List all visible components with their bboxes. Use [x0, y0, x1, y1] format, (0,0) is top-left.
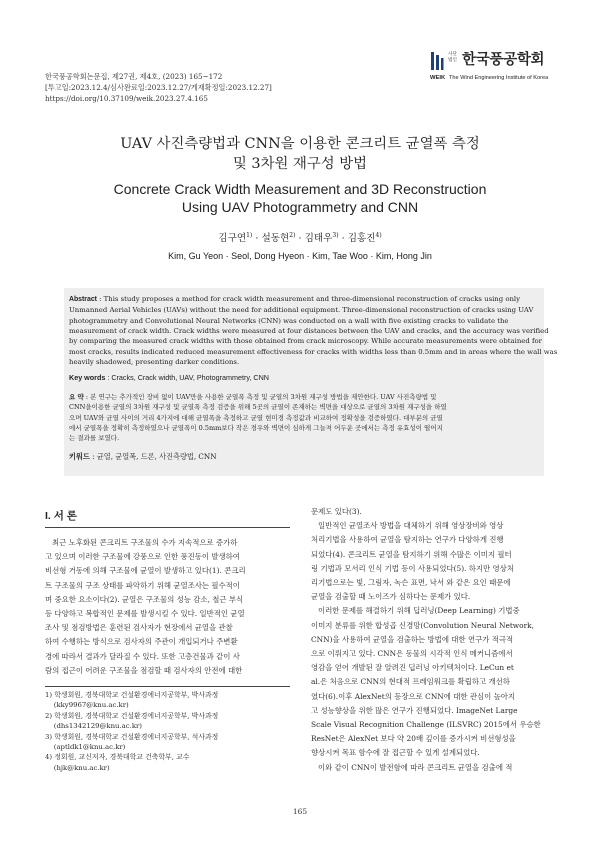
body-line: al.은 처음으로 CNN의 현대적 프레임워크를 확립하고 개선하 — [311, 677, 510, 687]
abstract-box — [64, 288, 558, 476]
body-line: 문제도 있다(3). — [311, 507, 362, 516]
doi-link[interactable]: https://doi.org/10.37109/weik.2023.27.4.165 — [45, 94, 208, 103]
abstract-ko-label: 요 약 — [69, 393, 84, 401]
keywords-ko-label: 키워드 — [69, 452, 90, 461]
keywords-label: Key words — [69, 373, 106, 382]
journal-citation: 한국풍공학회논문집, 제27권, 제4호, (2023) 165~172 — [45, 72, 223, 81]
abstract-line: 으며 UAV와 균열 사이의 거리 4가지에 대해 균열폭을 측정하고 균열 현미경 측정값과 비교하여 정확성을 검증하였다. 대부분의 균열 — [69, 413, 443, 422]
author-separator: · — [295, 233, 305, 244]
body-line: 최근 노후화된 콘크리트 구조물의 수가 지속적으로 증가하 — [52, 538, 238, 547]
title-korean-line-1: UAV 사진측량법과 CNN을 이용한 콘크리트 균열폭 측정 — [120, 136, 480, 152]
body-line: 균열을 검출할 때 노이즈가 심하다는 문제가 있다. — [311, 592, 471, 602]
footnote-rule — [45, 686, 290, 687]
footnote-email[interactable]: (hjk@knu.ac.kr) — [45, 763, 110, 772]
abstract-line: 는 결과를 보였다. — [69, 434, 120, 443]
body-line: 람의 접근이 어려운 구조물을 점검할 때 검사자의 안전에 대한 — [45, 665, 243, 675]
authors-english: Kim, Gu Yeon · Seol, Dong Hyeon · Kim, Tae Woo · Kim, Hong Jin — [168, 251, 432, 261]
abstract-korean — [69, 392, 541, 444]
footnote-email[interactable]: (dhs1342129@knu.ac.kr) — [45, 722, 142, 731]
logo-small-text: 사단 법인 — [448, 52, 457, 63]
body-line: 처리기법을 사용하여 균열을 탐지하는 연구가 다양하게 진행 — [311, 535, 504, 545]
abstract-line: heavily shadowed, presenting darker conditions. — [69, 358, 240, 367]
author-name: 김태우 — [304, 233, 333, 244]
abstract-line: CNN을이용한 균열의 3차원 재구성 및 균열폭 측정 검증을 위해 5곳의 균열이 존재하는 벽면을 대상으로 균열의 3차원 재구성을 하였 — [69, 403, 447, 412]
footnote-line: 1) 학생회원, 경북대학교 건설환경에너지공학부, 박사과정 — [45, 691, 219, 699]
body-line: 며 중요한 요소이다(2). 균열은 구조물의 성능 감소, 철근 부식 — [45, 594, 244, 604]
body-line: Scale Visual Recognition Challenge (ILSVRC) 2015에서 우승한 — [311, 720, 541, 730]
author-name: 김구연 — [218, 233, 247, 244]
section-heading-introduction: I. 서 론 — [45, 510, 77, 522]
footnote-email[interactable]: (aptldk1@knu.ac.kr) — [45, 743, 126, 752]
left-column-body — [45, 536, 246, 678]
abstract-line: most cracks, results indicated reduced measurement effectiveness for cracks with widths less than 0.5mm and in areas where the wall was — [69, 347, 558, 356]
author-affiliation-mark: 1) — [246, 232, 253, 239]
submission-dates: [투고일:2023.12.4/심사완료일:2023.12.27/게재확정일:2023.12.27] — [45, 83, 272, 92]
footnote-line: 3) 학생회원, 경북대학교 건설환경에너지공학부, 석사과정 — [45, 732, 219, 741]
authors-korean — [0, 232, 600, 246]
body-line: 일반적인 균열조사 방법을 대체하기 위해 영상장비와 영상 — [318, 521, 504, 531]
author-affiliation-mark: 4) — [375, 232, 382, 239]
logo-english-name: The Wind Engineering Institute of Korea — [449, 75, 549, 81]
abstract-line: by comparing the measured crack widths with those obtained from crack microscopy. While accurate measurements were obtained for — [69, 337, 542, 346]
body-line: 비선형 거동에 의해 구조물에 균열이 발생하고 있다(1). 콘크리 — [45, 566, 246, 576]
keywords-korean — [69, 451, 217, 462]
body-line: 고 있으며 이러한 구조물에 강풍으로 인한 풍진동이 발생하여 — [45, 552, 240, 562]
body-line: 이러한 문제를 해결하기 위해 딥러닝(Deep Learning) 기법중 — [318, 606, 520, 616]
author-name: 설동현 — [261, 233, 290, 244]
footnote-email[interactable]: (kky9967@knu.ac.kr) — [45, 701, 129, 710]
abstract-line: 에서 균열폭을 정확히 측정하였으나 균열폭이 0.5mm보다 작은 경우와 벽면이 심하게 그늘져 어두운 곳에서는 측정 유효성이 떨어지 — [69, 424, 443, 433]
society-logo — [430, 48, 570, 94]
body-line: 고 성능향상을 위한 많은 연구가 진행되었다. ImageNet Large — [311, 705, 518, 715]
right-column-body — [311, 505, 541, 775]
keywords-english — [69, 372, 269, 383]
logo-abbreviation: WEIK — [430, 75, 446, 81]
footnote-line: 2) 학생회원, 경북대학교 건설환경에너지공학부, 박사과정 — [45, 711, 219, 720]
abstract-line: measurement of crack width. Crack widths were measured at four distances between the UAV and cracks, and the accuracy was verified — [69, 327, 549, 336]
author-affiliation-mark: 3) — [332, 232, 339, 239]
abstract-label: Abstract — [69, 296, 97, 303]
body-line: 이와 같이 CNN이 발전함에 따라 콘크리트 균열을 검출에 적 — [318, 762, 513, 772]
body-line: 경에 따라서 결과가 달라질 수 있다. 또한 고층건물과 같이 사 — [45, 651, 240, 661]
keywords-list: : Cracks, Crack width, UAV, Photogrammetry, CNN — [105, 373, 269, 382]
body-line: 되었다(4). 콘크리트 균열을 탐지하기 위해 수많은 이미지 필터 — [311, 549, 512, 559]
section-rule — [45, 527, 290, 528]
title-korean-line-2: 및 3차원 재구성 방법 — [232, 156, 368, 172]
abstract-english — [69, 294, 558, 367]
body-line: 하여 수행하는 방식으로 검사자의 주관이 개입되거나 주변환 — [45, 637, 238, 647]
author-name: 김홍진 — [347, 233, 376, 244]
body-line: 영감을 얻어 개발된 잘 알려진 딥러닝 아키텍처이다. LeCun et — [311, 663, 514, 673]
keywords-ko-list: : 균열, 균열폭, 드론, 사진측량법, CNN — [89, 452, 217, 461]
body-line: 이미지 분류를 위한 합성곱 신경망(Convolution Neural Network, — [311, 620, 534, 630]
body-line: 으로 이뤄지고 있다. CNN은 동물의 시각적 인식 메커니즘에서 — [311, 649, 513, 659]
body-line: 였다(6).이후 AlexNet의 등장으로 CNN에 대한 관심이 높아지 — [311, 691, 516, 701]
abstract-line: Unmanned Aerial Vehicles (UAVs) without the need for additional equipment. Three-dimensional reconstruction of cracks using UAV — [69, 306, 534, 315]
body-line: 리기법으로는 빛, 그림자, 녹슨 표면, 낙서 와 같은 요인 때문에 — [311, 578, 511, 588]
footnotes — [45, 690, 290, 773]
wind-logo-icon — [430, 50, 444, 72]
body-line: 트 구조물의 구조 상태를 파악하기 위해 균열조사는 필수적이 — [45, 580, 240, 590]
body-line: 링 기법과 모서리 인식 기법 등이 사용되었다(5). 하지만 영상처 — [311, 563, 514, 573]
title-english-line-2: Using UAV Photogrammetry and CNN — [181, 199, 419, 215]
abstract-line: photogrammetry and Convolutional Neural Networks (CNN) was conducted on a wall with five existing cracks to validate the — [69, 316, 509, 325]
abstract-line: 요 약 : 본 연구는 추가적인 장비 없이 UAV만을 사용한 균열폭 측정 및 균열의 3차원 재구성 방법을 제안한다. UAV 사진측량법 및 — [69, 393, 437, 401]
body-line: 향상시켜 목표 함수에 잘 접근할 수 있게 설계되었다. — [311, 748, 480, 758]
title-english-line-1: Concrete Crack Width Measurement and 3D Reconstruction — [113, 181, 487, 197]
abstract-line: Abstract : This study proposes a method for crack width measurement and three-dimensional reconstruction of cracks using only — [69, 295, 521, 303]
body-line: 조사 및 점검방법은 훈련된 검사자가 현장에서 균열을 관찰 — [45, 623, 233, 633]
logo-society-name: 한국풍공학회 — [462, 51, 545, 68]
body-line: CNN)을 사용하여 균열을 검출하는 방법에 대한 연구가 적극적 — [311, 634, 514, 644]
body-line: ResNet은 AlexNet 보다 약 20배 깊이를 증가시켜 비선형성을 — [311, 734, 516, 744]
footnote-line: 4) 정회원, 교신저자, 경북대학교 건축학부, 교수 — [45, 753, 190, 762]
page-number: 165 — [292, 807, 308, 816]
body-line: 등 다양하고 복합적인 문제를 발생시킬 수 있다. 일반적인 균열 — [45, 609, 245, 619]
author-affiliation-mark: 2) — [289, 232, 296, 239]
author-separator: · — [252, 233, 262, 244]
author-separator: · — [338, 233, 348, 244]
